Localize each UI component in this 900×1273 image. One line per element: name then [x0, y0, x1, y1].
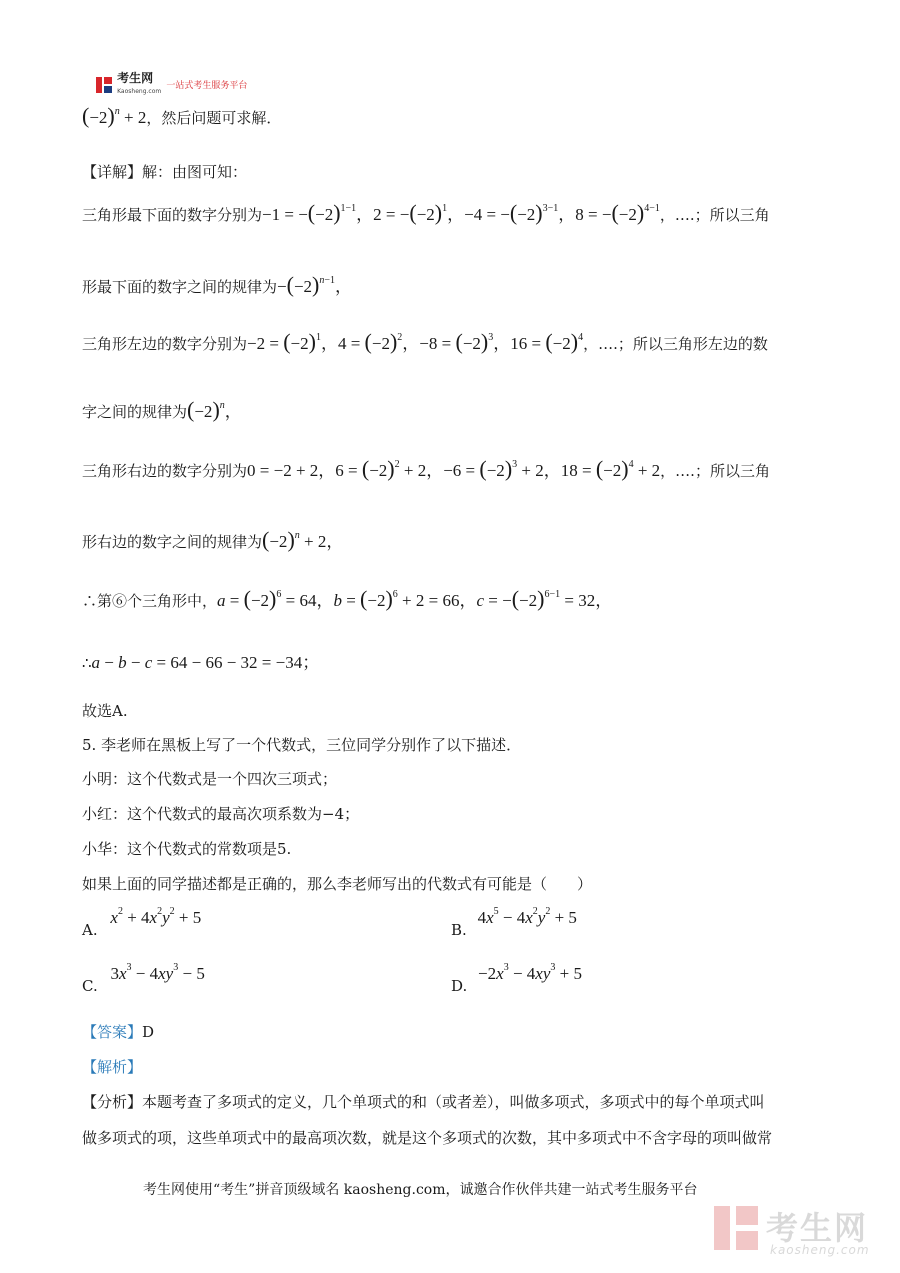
- sixth-math: $a = (-2)^6 = 64$，$b = (-2)^6 + 2 = 66$，$c = -(-2)^{6-1} = 32$，: [217, 586, 613, 611]
- watermark-logo-icon: [714, 1206, 758, 1250]
- bottom-math: $-1 = -(-2)^{1-1}$，$2 = -(-2)^1$，$-4 = -(-2)^{3-1}$，$8 = -(-2)^{4-1}$: [262, 200, 660, 225]
- question-stem: [82, 735, 521, 755]
- right-prefix: 三角形右边的数字分别为: [82, 462, 248, 480]
- bottom-rule-line: [82, 272, 352, 297]
- right-math: 0 = −2 + 2，$6 = (-2)^2 + 2$，$-6 = (-2)^3 + 2$，$18 = (-2)^4 + 2$: [247, 456, 661, 481]
- fenxi-line-2: 做多项式的项，这些单项式中的最高项次数，就是这个多项式的次数，其中多项式中不含字母的项叫做常: [82, 1129, 773, 1147]
- detail-label: 【详解】: [82, 163, 143, 181]
- question-stem-text: 李老师在黑板上写了一个代数式，三位同学分别作了以下描述．: [101, 736, 522, 754]
- right-numbers-line: [82, 456, 770, 481]
- bottom-prefix: 三角形最下面的数字分别为: [82, 206, 263, 224]
- detail-line: [82, 162, 247, 182]
- right-rule-text: 形右边的数字之间的规律为: [82, 533, 263, 551]
- question-number: 5.: [82, 736, 97, 754]
- right-rule-math: $(-2)^n + 2$，: [262, 527, 344, 552]
- choose-line: 故选A.: [82, 702, 128, 720]
- option-b-label: B.: [451, 921, 467, 939]
- result-math: a − b − c = 64 − 66 − 32 = −34；: [91, 653, 320, 672]
- option-a-expr: $x^2 + 4x^2y^2 + 5$: [110, 906, 202, 927]
- kaosheng-logo-icon: [96, 77, 112, 93]
- left-rule-text: 字之间的规律为: [82, 403, 188, 421]
- detail-text: 解：由图可知：: [142, 163, 248, 181]
- left-numbers-line: [82, 329, 768, 354]
- option-d: [451, 962, 582, 995]
- logo-domain: Kaosheng.com: [117, 88, 162, 95]
- watermark-name: 考生网: [766, 1209, 869, 1247]
- option-a-label: A.: [82, 921, 98, 939]
- left-suffix: ，….；所以三角形左边的数: [583, 335, 768, 353]
- answer-line: [82, 1022, 154, 1042]
- xiaohong-line: 小红：这个代数式的最高次项系数为−4；: [82, 805, 360, 823]
- option-b: [451, 906, 577, 939]
- option-b-expr: $4x^5 - 4x^2y^2 + 5$: [477, 906, 577, 927]
- footer-text: 考生网使用“考生”拼音顶级域名 kaosheng.com，诚邀合作伙伴共建一站式考生服务平台: [143, 1182, 698, 1198]
- xiaoming-line: 小明：这个代数式是一个四次三项式；: [82, 770, 338, 788]
- header-logo: [96, 72, 247, 97]
- bottom-numbers-line: [82, 200, 770, 225]
- result-line: [82, 653, 319, 673]
- option-d-label: D.: [451, 977, 468, 995]
- option-c: [82, 962, 205, 995]
- left-rule-line: [82, 397, 242, 422]
- line-1-text: ，然后问题可求解．: [146, 109, 282, 127]
- line-1-math: $(-2)^n + 2$: [82, 103, 147, 128]
- bottom-rule-text: 形最下面的数字之间的规律为: [82, 278, 278, 296]
- option-d-expr: $-2x^3 - 4xy^3 + 5$: [478, 962, 582, 983]
- option-c-expr: $3x^3 - 4xy^3 - 5$: [110, 962, 205, 983]
- answer-value: D: [142, 1023, 155, 1041]
- logo-slogan: 一站式考生服务平台: [166, 81, 248, 91]
- left-prefix: 三角形左边的数字分别为: [82, 335, 248, 353]
- analysis-label: 【解析】: [82, 1058, 143, 1076]
- logo-name: 考生网: [117, 71, 154, 85]
- question-ask: 如果上面的同学描述都是正确的，那么李老师写出的代数式有可能是（ ）: [82, 875, 593, 893]
- option-c-label: C.: [82, 977, 98, 995]
- fenxi-text-1: 本题考查了多项式的定义，几个单项式的和（或者差），叫做多项式，多项式中的每个单项式叫: [142, 1093, 765, 1111]
- watermark-domain: kaosheng.com: [770, 1243, 870, 1257]
- bottom-rule-math: $-(-2)^{n-1}$，: [277, 272, 352, 297]
- sixth-prefix: ∴第⑥个三角形中，: [82, 592, 218, 610]
- answer-label: 【答案】: [82, 1023, 143, 1041]
- left-math: $-2 = (-2)^1$，$4 = (-2)^2$，$-8 = (-2)^3$，$16 = (-2)^4$: [247, 329, 584, 354]
- xiaohua-line: 小华：这个代数式的常数项是5.: [82, 840, 292, 858]
- fenxi-line-1: [82, 1092, 765, 1112]
- right-suffix: ，….；所以三角: [660, 462, 770, 480]
- left-rule-math: $(-2)^n$，: [187, 397, 242, 422]
- sixth-triangle-line: [82, 586, 613, 611]
- fenxi-label: 【分析】: [82, 1093, 143, 1111]
- result-prefix: ∴: [82, 654, 92, 672]
- line-1: [82, 103, 282, 128]
- bottom-suffix: ，….；所以三角: [659, 206, 770, 224]
- option-a: [82, 906, 202, 939]
- right-rule-line: [82, 527, 344, 552]
